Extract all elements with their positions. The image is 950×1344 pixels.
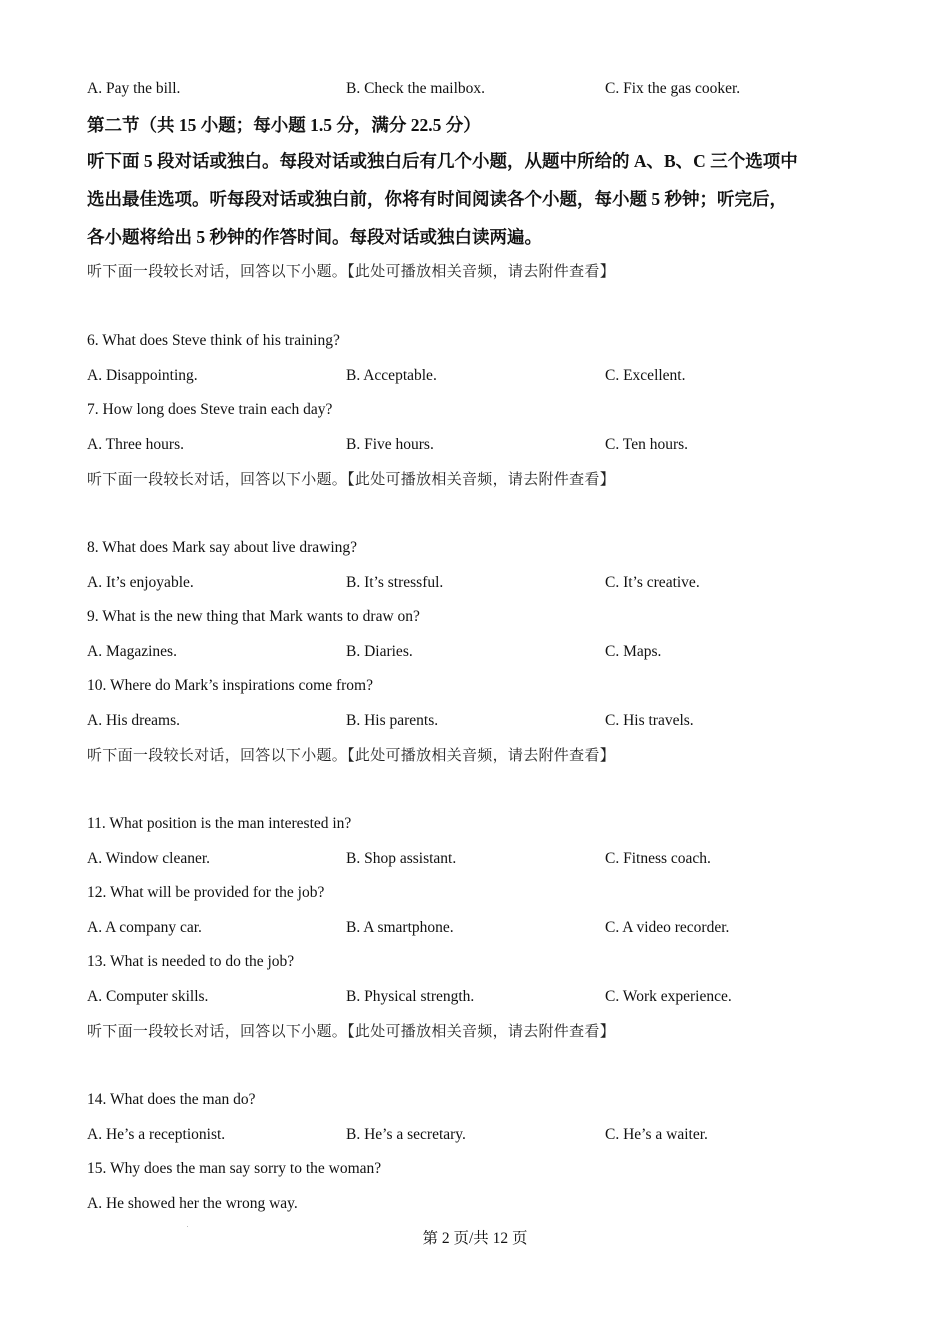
q5-option-c: C. Fix the gas cooker. — [605, 80, 741, 97]
question-6: 6. What does Steve think of his training? — [87, 332, 340, 349]
section-instruction-2: 选出最佳选项。听每段对话或独白前，你将有时间阅读各个小题，每小题 5 秒钟；听完后， — [87, 189, 787, 209]
q13-option-c: C. Work experience. — [605, 988, 732, 1005]
question-7: 7. How long does Steve train each day? — [87, 401, 333, 418]
question-9: 9. What is the new thing that Mark wants to draw on? — [87, 608, 420, 625]
question-15: 15. Why does the man say sorry to the woman? — [87, 1160, 382, 1177]
q14-option-c: C. He’s a waiter. — [605, 1126, 708, 1143]
q8-option-a: A. It’s enjoyable. — [87, 574, 194, 591]
q6-option-b: B. Acceptable. — [346, 367, 437, 384]
q14-option-a: A. He’s a receptionist. — [87, 1126, 226, 1143]
q9-option-b: B. Diaries. — [346, 643, 413, 660]
question-13: 13. What is needed to do the job? — [87, 953, 295, 970]
question-8: 8. What does Mark say about live drawing? — [87, 539, 358, 556]
q6-option-c: C. Excellent. — [605, 367, 686, 384]
audio-note: 听下面一段较长对话，回答以下小题。【此处可播放相关音频，请去附件查看】 — [87, 472, 616, 488]
q7-option-a: A. Three hours. — [87, 436, 184, 453]
section-instruction-3: 各小题将给出 5 秒钟的作答时间。每段对话或独白读两遍。 — [87, 227, 542, 247]
audio-note: 听下面一段较长对话，回答以下小题。【此处可播放相关音频，请去附件查看】 — [87, 1024, 616, 1040]
q7-option-b: B. Five hours. — [346, 436, 434, 453]
section-instruction-1: 听下面 5 段对话或独白。每段对话或独白后有几个小题，从题中所给的 A、B、C 三个选项中 — [87, 151, 798, 171]
q8-option-b: B. It’s stressful. — [346, 574, 444, 591]
q10-option-c: C. His travels. — [605, 712, 694, 729]
question-14: 14. What does the man do? — [87, 1091, 256, 1108]
q12-option-b: B. A smartphone. — [346, 919, 454, 936]
question-11: 11. What position is the man interested in? — [87, 815, 352, 832]
question-10: 10. Where do Mark’s inspirations come from? — [87, 677, 373, 694]
q10-option-a: A. His dreams. — [87, 712, 180, 729]
q12-option-a: A. A company car. — [87, 919, 202, 936]
audio-note: 听下面一段较长对话，回答以下小题。【此处可播放相关音频，请去附件查看】 — [87, 264, 616, 280]
section-heading: 第二节（共 15 小题；每小题 1.5 分，满分 22.5 分） — [87, 115, 481, 135]
q11-option-c: C. Fitness coach. — [605, 850, 711, 867]
q11-option-a: A. Window cleaner. — [87, 850, 211, 867]
q14-option-b: B. He’s a secretary. — [346, 1126, 466, 1143]
q13-option-a: A. Computer skills. — [87, 988, 209, 1005]
audio-note: 听下面一段较长对话，回答以下小题。【此处可播放相关音频，请去附件查看】 — [87, 748, 616, 764]
q11-option-b: B. Shop assistant. — [346, 850, 457, 867]
q8-option-c: C. It’s creative. — [605, 574, 700, 591]
q7-option-c: C. Ten hours. — [605, 436, 689, 453]
q6-option-a: A. Disappointing. — [87, 367, 198, 384]
question-12: 12. What will be provided for the job? — [87, 884, 325, 901]
q12-option-c: C. A video recorder. — [605, 919, 730, 936]
q9-option-c: C. Maps. — [605, 643, 662, 660]
q10-option-b: B. His parents. — [346, 712, 439, 729]
q9-option-a: A. Magazines. — [87, 643, 177, 660]
page-footer: 第 2 页/共 12 页 — [422, 1230, 528, 1247]
q5-option-b: B. Check the mailbox. — [346, 80, 486, 97]
q13-option-b: B. Physical strength. — [346, 988, 475, 1005]
q5-option-a: A. Pay the bill. — [87, 80, 181, 97]
q15-option-a: A. He showed her the wrong way. — [87, 1195, 298, 1212]
